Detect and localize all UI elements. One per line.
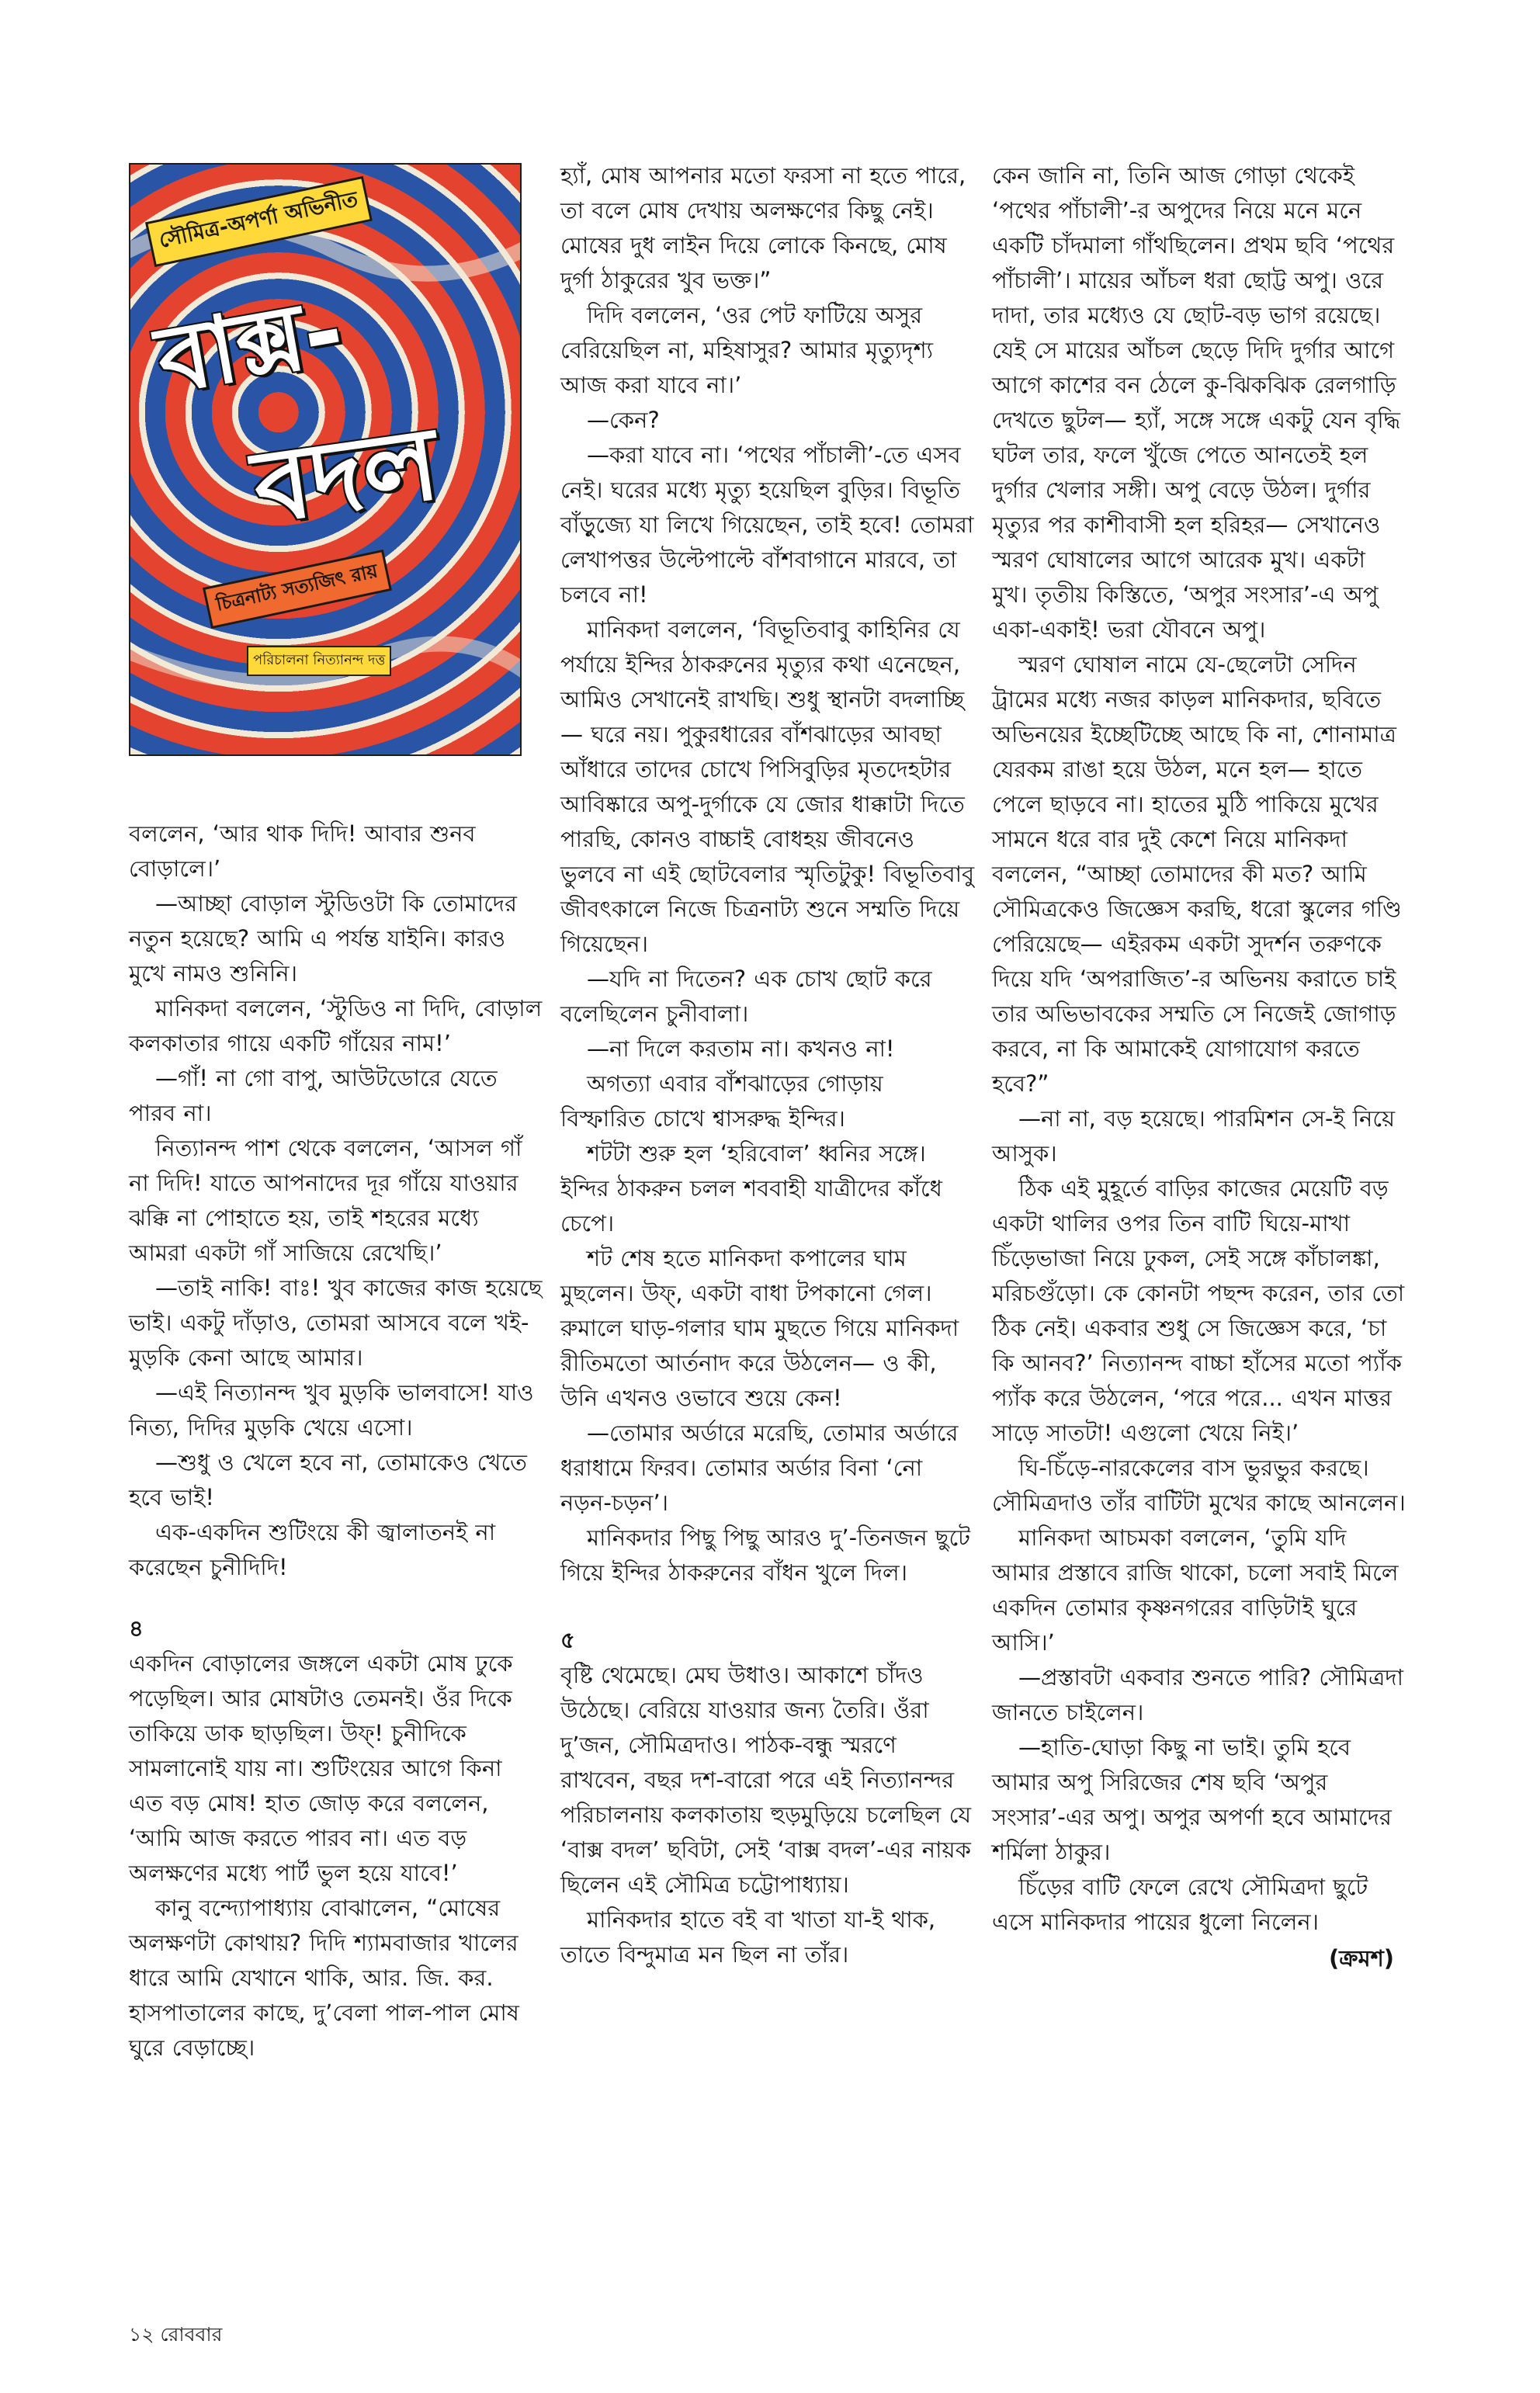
- paragraph: বৃষ্টি থেমেছে। মেঘ উধাও। আকাশে চাঁদও উঠেছে। বেরিয়ে যাওয়ার জন্য তৈরি। ওঁরা দু’জন, সৌমিত্রদাও। পাঠক-বন্ধু স্মরণে রাখবেন, বছর দশ-বারো পরে এই নিত্যানন্দর পরিচালনায় কলকাতায় হুড়মুড়িয়ে চলেছিল যে ‘বাক্স বদল’ ছবিটা, সেই ‘বাক্স বদল’-এর নায়ক ছিলেন এই সৌমিত্র চট্টোপাধ্যায়।: [560, 1662, 972, 1898]
- paragraph: —হাতি-ঘোড়া কিছু না ভাই। তুমি হবে আমার অপু সিরিজের শেষ ছবি ‘অপুর সংসার’-এর অপু। অপুর অপর্ণা হবে আমাদের শর্মিলা ঠাকুর।: [992, 1734, 1392, 1865]
- paragraph: অগত্যা এবার বাঁশঝাড়ের গোড়ায় বিস্ফারিত চোখে শ্বাসরুদ্ধ ইন্দির।: [560, 1070, 883, 1132]
- column-2: [560, 158, 975, 1972]
- poster-title-line1: বাক্স-: [149, 276, 352, 415]
- paragraph: নিত্যানন্দ পাশ থেকে বললেন, ‘আসল গাঁ না দিদি! যাতে আপনাদের দূর গাঁয়ে যাওয়ার ঝক্কি না পোহাতে হয়, তাই শহরের মধ্যে আমরা একটা গাঁ সাজিয়ে রেখেছি।’: [129, 1135, 522, 1266]
- paragraph: —এই নিত্যানন্দ খুব মুড়কি ভালবাসে! যাও নিত্য, দিদির মুড়কি খেয়ে এসো।: [129, 1379, 534, 1441]
- paragraph: একদিন বোড়ালের জঙ্গলে একটা মোষ ঢুকে পড়েছিল। আর মোষটাও তেমনই। ওঁর দিকে তাকিয়ে ডাক ছাড়ছিল। উফ্! চুনীদিকে সামলানোই যায় না। শুটিংয়ের আগে কিনা এত বড় মোষ! হাত জোড় করে বললেন, ‘আমি আজ করতে পারব না। এত বড় অলক্ষণের মধ্যে পার্ট ভুল হয়ে যাবে!’: [129, 1650, 513, 1886]
- paragraph: —তোমার অর্ডারে মরেছি, তোমার অর্ডারে ধরাধামে ফিরব। তোমার অর্ডার বিনা ‘নো নড়ন-চড়ন’।: [560, 1420, 959, 1516]
- paragraph: ঠিক এই মুহূর্তে বাড়ির কাজের মেয়েটি বড় একটা থালির ওপর তিন বাটি ঘিয়ে-মাখা চিঁড়েভাজা নিয়ে ঢুকল, সেই সঙ্গে কাঁচালঙ্কা, মরিচগুঁড়ো। কে কোনটা পছন্দ করেন, তার তো ঠিক নেই। একবার শুধু সে জিজ্ঞেস করে, ‘চা কি আনব?’ নিত্যানন্দ বাচ্চা হাঁসের মতো প্যাঁক প্যাঁক করে উঠলেন, ‘পরে পরে... এখন মাত্তর সাড়ে সাতটা! এগুলো খেয়ে নিই।’: [992, 1175, 1405, 1446]
- paragraph: মানিকদা বললেন, ‘বিভূতিবাবু কাহিনির যে পর্যায়ে ইন্দির ঠাকরুনের মৃত্যুর কথা এনেছেন, আমিও সেখানেই রাখছি। শুধু স্থানটা বদলাচ্ছি— ঘরে নয়। পুকুরধারের বাঁশঝাড়ের আবছা আঁধারে তাদের চোখে পিসিবুড়ির মৃতদেহটার আবিষ্কারে অপু-দুর্গাকে যে জোর ধাক্কাটা দিতে পারছি, কোনও বাচ্চাই বোধহয় জীবনেও ভুলবে না এই ছোটবেলার স্মৃতিটুকু! বিভূতিবাবু জীবৎকালে নিজে চিত্রনাট্য শুনে সম্মতি দিয়ে গিয়েছেন।: [560, 616, 975, 957]
- column-3: [992, 158, 1406, 1976]
- paragraph: —যদি না দিতেন? এক চোখ ছোট করে বলেছিলেন চুনীবালা।: [560, 966, 932, 1027]
- paragraph: শট শেষ হতে মানিকদা কপালের ঘাম মুছলেন। উফ্, একটা বাধা টপকানো গেল। রুমালে ঘাড়-গলার ঘাম মুছতে গিয়ে মানিকদা রীতিমতো আর্তনাদ করে উঠলেন— ও কী, উনি এখনও ওভাবে শুয়ে কেন!: [560, 1245, 959, 1411]
- paragraph: স্মরণ ঘোষাল নামে যে-ছেলেটা সেদিন ট্রামের মধ্যে নজর কাড়ল মানিকদার, ছবিতে অভিনয়ের ইচ্ছেটিচ্ছে আছে কি না, শোনামাত্র যেরকম রাঙা হয়ে উঠল, মনে হল— হাতে পেলে ছাড়বে না। হাতের মুঠি পাকিয়ে মুখের সামনে ধরে বার দুই কেশে নিয়ে মানিকদা বললেন, “আচ্ছা তোমাদের কী মত? আমি সৌমিত্রকেও জিজ্ঞেস করছি, ধরো স্কুলের গণ্ডি পেরিয়েছে— এইরকম একটা সুদর্শন তরুণকে দিয়ে যদি ‘অপরাজিত’-র অভিনয় করাতে চাই তার অভিভাবকের সম্মতি সে নিজেই জোগাড় করবে, না কি আমাকেই যোগাযোগ করতে হবে?”: [992, 651, 1402, 1097]
- section-number: ৪: [129, 1615, 144, 1642]
- paragraph: ঘি-চিঁড়ে-নারকেলের বাস ভুরভুর করছে। সৌমিত্রদাও তাঁর বাটিটা মুখের কাছে আনলেন।: [992, 1455, 1406, 1516]
- film-poster: [129, 163, 522, 756]
- paragraph: —গাঁ! না গো বাপু, আউটডোরে যেতে পারব না।: [129, 1065, 498, 1126]
- section-number: ৫: [560, 1627, 575, 1653]
- poster-presenter-banner: সৌমিত্র-অপর্ণা অভিনীত: [145, 176, 373, 267]
- paragraph: —তাই নাকি! বাঃ! খুব কাজের কাজ হয়েছে ভাই। একটু দাঁড়াও, তোমরা আসবে বলে খই-মুড়কি কেনা আছে আমার।: [129, 1275, 543, 1371]
- paragraph: বললেন, ‘আর থাক দিদি! আবার শুনব বোড়ালে।’: [129, 820, 476, 882]
- paragraph: —করা যাবে না। ‘পথের পাঁচালী’-তে এসব নেই। ঘরের মধ্যে মৃত্যু হয়েছিল বুড়ির। বিভূতি বাঁড়ুজ্যে যা লিখে গিয়েছেন, তাই হবে! তোমরা লেখাপত্তর উল্টেপাল্টে বাঁশবাগানে মারবে, তা চলবে না!: [560, 442, 974, 608]
- paragraph: এক-একদিন শুটিংয়ে কী জ্বালাতনই না করেছেন চুনীদিদি!: [129, 1519, 496, 1580]
- paragraph: কেন জানি না, তিনি আজ গোড়া থেকেই ‘পথের পাঁচালী’-র অপুদের নিয়ে মনে মনে একটি চাঁদমালা গাঁথছিলেন। প্রথম ছবি ‘পথের পাঁচালী’। মায়ের আঁচল ধরা ছোট্ট অপু। ওরে দাদা, তার মধ্যেও যে ছোট-বড় ভাগ রয়েছে। যেই সে মায়ের আঁচল ছেড়ে দিদি দুর্গার আগে আগে কাশের বন ঠেলে কু-ঝিকঝিক রেলগাড়ি দেখতে ছুটল— হ্যাঁ, সঙ্গে সঙ্গে একটু যেন বৃদ্ধি ঘটল তার, ফলে খুঁজে পেতে আনতেই হল দুর্গার খেলার সঙ্গী। অপু বেড়ে উঠল। দুর্গার মৃত্যুর পর কাশীবাসী হল হরিহর— সেখানেও স্মরণ ঘোষালের আগে আরেক মুখ। একটা মুখ। তৃতীয় কিস্তিতে, ‘অপুর সংসার’-এ অপু একা-একাই! ভরা যৌবনে অপু।: [992, 162, 1400, 643]
- paragraph: দিদি বললেন, ‘ওর পেট ফাটিয়ে অসুর বেরিয়েছিল না, মহিষাসুর? আমার মৃত্যুদৃশ্য আজ করা যাবে না।’: [560, 302, 934, 398]
- paragraph: চিঁড়ের বাটি ফেলে রেখে সৌমিত্রদা ছুটে এসে মানিকদার পায়ের ধুলো নিলেন।: [992, 1874, 1368, 1935]
- paragraph: —শুধু ও খেলে হবে না, তোমাকেও খেতে হবে ভাই!: [129, 1449, 527, 1510]
- paragraph: কানু বন্দ্যোপাধ্যায় বোঝালেন, “মোষের অলক্ষণটা কোথায়? দিদি শ্যামবাজার খালের ধারে আমি যেখানে থাকি, আর. জি. কর. হাসপাতালের কাছে, দু’বেলা পাল-পাল মোষ ঘুরে বেড়াচ্ছে।: [129, 1895, 519, 2061]
- paragraph: হ্যাঁ, মোষ আপনার মতো ফরসা না হতে পারে, তা বলে মোষ দেখায় অলক্ষণের কিছু নেই। মোষের দুধ লাইন দিয়ে লোকে কিনছে, মোষ দুর্গা ঠাকুরের খুব ভক্ত।”: [560, 162, 966, 293]
- paragraph: —না দিলে করতাম না। কখনও না!: [587, 1035, 895, 1062]
- poster-writer-banner: চিত্রনাট্য সত্যজিৎ রায়: [203, 550, 392, 629]
- poster-director-credit: পরিচালনা নিত্যানন্দ দত্ত: [247, 646, 391, 676]
- paragraph: মানিকদার হাতে বই বা খাতা যা-ই থাক, তাতে বিন্দুমাত্র মন ছিল না তাঁর।: [560, 1906, 936, 1968]
- paragraph: শটটা শুরু হল ‘হরিবোল’ ধ্বনির সঙ্গে। ইন্দির ঠাকরুন চলল শববাহী যাত্রীদের কাঁধে চেপে।: [560, 1140, 942, 1236]
- column-1: [129, 158, 543, 2065]
- paragraph: —না না, বড় হয়েছে। পারমিশন সে-ই নিয়ে আসুক।: [992, 1105, 1396, 1167]
- paragraph: মানিকদার পিছু পিছু আরও দু’-তিনজন ছুটে গিয়ে ইন্দির ঠাকরুনের বাঁধন খুলে দিল।: [560, 1524, 970, 1586]
- paragraph: মানিকদা বললেন, ‘স্টুডিও না দিদি, বোড়াল কলকাতার গায়ে একটি গাঁয়ের নাম!’: [129, 995, 543, 1056]
- poster-title-line2: বদল: [246, 404, 446, 546]
- paragraph: —আচ্ছা বোড়াল স্টুডিওটা কি তোমাদের নতুন হয়েছে? আমি এ পর্যন্ত যাইনি। কারও মুখে নামও শুনিনি।: [129, 890, 517, 987]
- paragraph: —কেন?: [587, 407, 660, 433]
- paragraph: —প্রস্তাবটা একবার শুনতে পারি? সৌমিত্রদা জানতে চাইলেন।: [992, 1664, 1403, 1725]
- paragraph: মানিকদা আচমকা বললেন, ‘তুমি যদি আমার প্রস্তাবে রাজি থাকো, চলো সবাই মিলে একদিন তোমার কৃষ্ণনগরের বাড়িটাই ঘুরে আসি।’: [992, 1524, 1399, 1656]
- continued-marker: (ক্রমশ): [1328, 1945, 1394, 1972]
- page-footer: ১২ রোববার: [129, 2323, 223, 2346]
